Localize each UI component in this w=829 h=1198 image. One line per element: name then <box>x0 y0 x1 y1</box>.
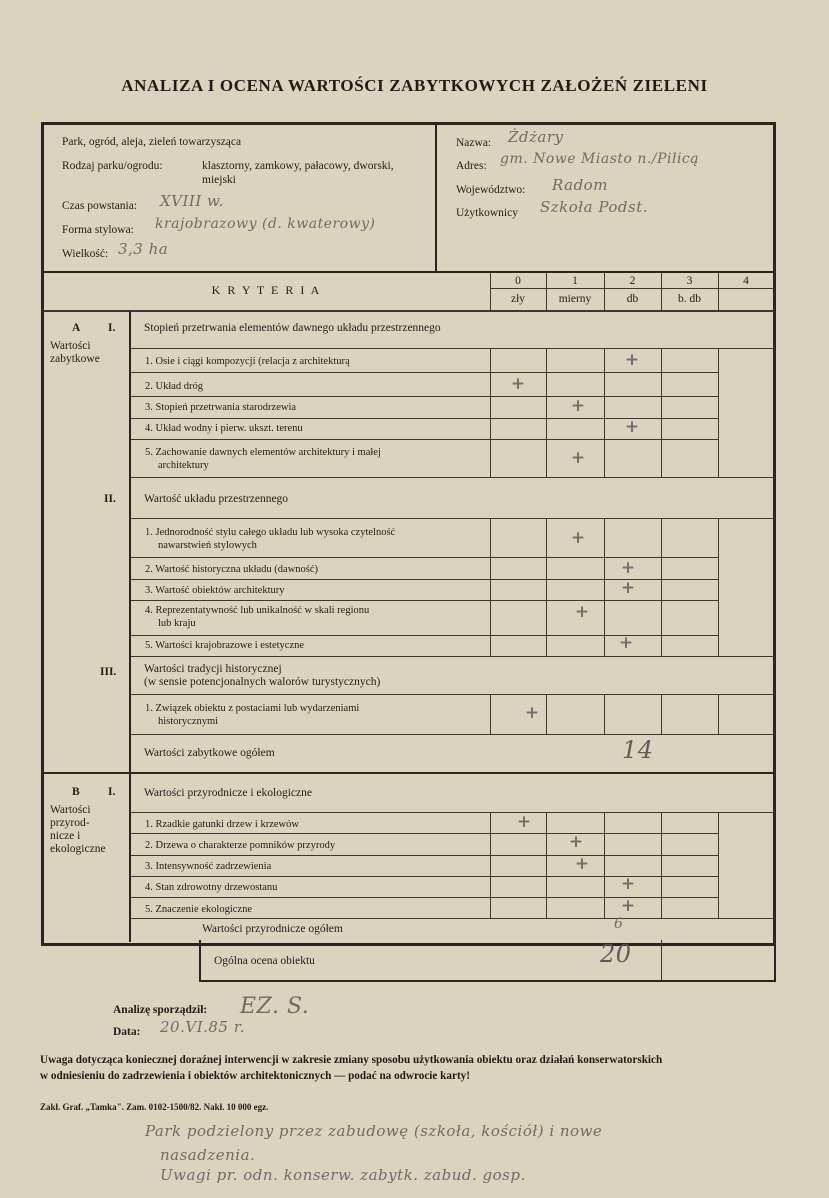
mark-a2-5: + <box>618 633 634 653</box>
row-line <box>131 694 774 695</box>
row-b-2: 2. Drzewa o charakterze pomników przyrody <box>145 840 336 851</box>
score-subline <box>490 288 774 289</box>
rodzaj-label: Rodzaj parku/ogrodu: <box>62 160 163 172</box>
score-2: 2 <box>629 275 636 287</box>
row-a2-4b: lub kraju <box>158 618 196 629</box>
grid-col <box>661 694 662 734</box>
section-b-name-4: ekologiczne <box>50 843 106 855</box>
row-a1-5b: architektury <box>158 460 209 471</box>
grid-col <box>490 812 491 918</box>
mark-a2-2: + <box>620 558 636 578</box>
row-line <box>131 477 774 478</box>
mark-a1-5: + <box>570 448 586 468</box>
b-total-value: 6 <box>614 916 624 932</box>
note-line-1: Uwaga dotycząca koniecznej doraźnej interwencji w zakresie zmiany sposobu użytkowania obiektu oraz działań konserwatorskich <box>40 1054 663 1066</box>
section-b-roman-1: I. <box>108 786 116 798</box>
grid-col <box>718 694 719 734</box>
section-a-roman-2: II. <box>104 493 116 505</box>
row-a1-1: 1. Osie i ciągi kompozycji (relacja z architekturą <box>145 356 350 367</box>
kryteria-bottom-line <box>43 310 774 312</box>
grid-col <box>546 694 547 734</box>
score-1: 1 <box>572 275 578 287</box>
grid-col <box>718 518 719 656</box>
author-label: Analizę sporządził: <box>113 1004 208 1016</box>
uzytkownicy-label: Użytkownicy <box>456 207 518 219</box>
score-0: 0 <box>515 275 521 287</box>
handwritten-note-2: nasadzenia. <box>160 1146 256 1164</box>
wojewodztwo-value: Radom <box>552 176 608 194</box>
section-a-name: Wartości zabytkowe <box>50 340 100 365</box>
handwritten-note-3: Uwagi pr. odn. konserw. zabytk. zabud. gosp. <box>160 1166 526 1184</box>
author-signature: EZ. S. <box>240 994 310 1019</box>
grid-col <box>546 518 547 656</box>
row-a1-3: 3. Stopień przetrwania starodrzewia <box>145 402 297 413</box>
row-a3-1: 1. Związek obiektu z postaciami lub wydarzeniami <box>145 703 360 714</box>
sub2-title: Wartość układu przestrzennego <box>144 493 289 505</box>
score-name-0: zły <box>510 293 526 305</box>
mark-b-2: + <box>568 832 584 852</box>
row-line <box>131 855 718 856</box>
grid-col <box>490 348 491 477</box>
a-total-label: Wartości zabytkowe ogółem <box>144 747 275 759</box>
note-line-2: w odniesieniu do zadrzewienia i obiektów architektonicznych — podać na odwrocie karty! <box>40 1070 470 1082</box>
date-label: Data: <box>113 1026 141 1038</box>
row-line <box>131 600 718 601</box>
mark-a2-3: + <box>620 578 636 598</box>
nazwa-label: Nazwa: <box>456 137 492 149</box>
rodzaj-options-2: miejski <box>202 174 236 186</box>
mark-a1-1: + <box>624 350 640 370</box>
section-a-letter: A <box>72 322 81 334</box>
section-a-roman-3: III. <box>100 666 117 678</box>
row-a3-1b: historycznymi <box>158 716 219 727</box>
row-a1-2: 2. Układ dróg <box>145 381 204 392</box>
overall-divider <box>661 940 662 980</box>
grid-col <box>546 348 547 477</box>
grid-col <box>490 518 491 656</box>
sub3-title: Wartości tradycji historycznej <box>144 663 282 675</box>
grid-col <box>661 812 662 918</box>
a-total-value: 14 <box>622 736 654 764</box>
rodzaj-options: klasztorny, zamkowy, pałacowy, dworski, <box>202 160 394 172</box>
b-sub-title: Wartości przyrodnicze i ekologiczne <box>144 787 312 799</box>
forma-value: krajobrazowy (d. kwaterowy) <box>155 216 376 232</box>
row-line <box>131 734 774 735</box>
grid-col <box>604 812 605 918</box>
score-name-1: mierny <box>558 293 592 305</box>
row-a2-1b: nawarstwień stylowych <box>158 540 257 551</box>
section-b-name-3: nicze i <box>50 830 81 842</box>
grid-col <box>718 812 719 918</box>
uzytkownicy-value: Szkoła Podst. <box>540 198 648 216</box>
mark-a2-4: + <box>574 602 590 622</box>
row-a2-1: 1. Jednorodność stylu całego układu lub wysoka czytelność <box>145 527 396 538</box>
mark-a3-1: + <box>524 703 540 723</box>
row-a2-5: 5. Wartości krajobrazowe i estetyczne <box>145 640 305 651</box>
row-line <box>131 439 718 440</box>
grid-col <box>490 694 491 734</box>
row-b-3: 3. Intensywność zadrzewienia <box>145 861 272 872</box>
printer-line: Zakł. Graf. „Tamka". Zam. 0102-1500/82. Nakł. 10 000 egz. <box>40 1102 269 1112</box>
nazwa-value: Żdżary <box>508 128 564 146</box>
kryteria-label: K R Y T E R I A <box>211 283 322 297</box>
adres-value: gm. Nowe Miasto n./Pilicą <box>500 151 700 167</box>
mark-b-4: + <box>620 874 636 894</box>
grid-col <box>604 348 605 477</box>
section-b-name-1: Wartości <box>50 804 91 816</box>
grid-col <box>661 348 662 477</box>
czas-value: XVIII w. <box>160 192 224 210</box>
score-3: 3 <box>686 275 693 287</box>
section-b-divider <box>43 772 774 774</box>
date-value: 20.VI.85 r. <box>160 1018 246 1036</box>
mark-b-3: + <box>574 854 590 874</box>
mark-a2-1: + <box>570 528 586 548</box>
row-a2-4: 4. Reprezentatywność lub unikalność w skali regionu <box>145 605 370 616</box>
row-line <box>131 833 718 834</box>
row-a2-2: 2. Wartość historyczna układu (dawność) <box>145 564 319 575</box>
grid-col <box>604 518 605 656</box>
type-line: Park, ogród, aleja, zieleń towarzysząca <box>62 136 242 148</box>
handwritten-note-1: Park podzielony przez zabudowę (szkoła, kościół) i nowe <box>145 1122 603 1140</box>
b-total-label: Wartości przyrodnicze ogółem <box>202 923 343 935</box>
header-bottom-line <box>43 271 774 273</box>
wielkosc-value: 3,3 ha <box>118 240 169 258</box>
row-line <box>131 918 774 919</box>
wielkosc-label: Wielkość: <box>62 248 109 260</box>
mark-a1-4: + <box>624 417 640 437</box>
overall-value: 20 <box>600 940 632 968</box>
forma-label: Forma stylowa: <box>62 224 134 236</box>
section-b-name-2: przyrod- <box>50 817 90 829</box>
row-line <box>131 812 774 813</box>
row-a1-4: 4. Układ wodny i pierw. ukszt. terenu <box>145 423 303 434</box>
mark-a1-3: + <box>570 396 586 416</box>
mark-a1-2: + <box>510 374 526 394</box>
row-b-4: 4. Stan zdrowotny drzewostanu <box>145 882 278 893</box>
section-a-roman-1: I. <box>108 322 116 334</box>
overall-label: Ogólna ocena obiektu <box>214 955 315 967</box>
score-name-2: db <box>626 293 639 305</box>
row-line <box>131 396 718 397</box>
score-4: 4 <box>743 275 749 287</box>
section-b-letter: B <box>72 786 80 798</box>
page-title: ANALIZA I OCENA WARTOŚCI ZABYTKOWYCH ZAŁOŻEŃ ZIELENI <box>121 76 708 95</box>
row-b-1: 1. Rzadkie gatunki drzew i krzewów <box>145 819 299 830</box>
adres-label: Adres: <box>456 160 487 172</box>
grid-col <box>604 694 605 734</box>
row-a1-5: 5. Zachowanie dawnych elementów architektury i małej <box>145 447 381 458</box>
left-column-divider <box>129 311 131 942</box>
row-b-5: 5. Znaczenie ekologiczne <box>145 904 252 915</box>
row-line <box>131 372 718 373</box>
score-name-3: b. db <box>678 293 701 305</box>
sub1-title: Stopień przetrwania elementów dawnego układu przestrzennego <box>144 322 441 334</box>
grid-col <box>661 518 662 656</box>
mark-b-1: + <box>516 812 532 832</box>
row-line <box>131 656 774 657</box>
czas-label: Czas powstania: <box>62 200 138 212</box>
grid-col <box>718 348 719 477</box>
row-line <box>131 348 774 349</box>
row-line <box>131 518 774 519</box>
mark-b-5: + <box>620 896 636 916</box>
grid-col <box>546 812 547 918</box>
row-a2-3: 3. Wartość obiektów architektury <box>145 585 285 596</box>
header-divider <box>435 124 437 272</box>
sub3-title-2: (w sensie potencjonalnych walorów turystycznych) <box>144 676 381 688</box>
wojewodztwo-label: Województwo: <box>456 184 526 196</box>
